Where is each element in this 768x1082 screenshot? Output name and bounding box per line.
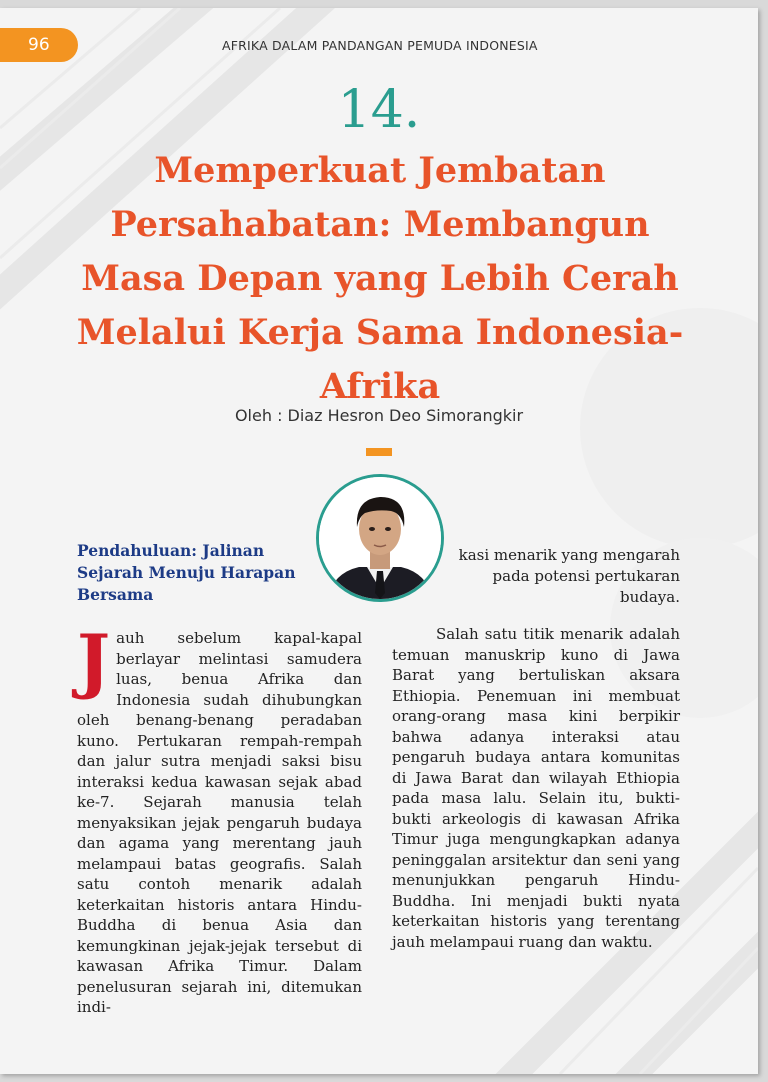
chapter-number: 14. — [337, 80, 421, 140]
section-heading: Pendahuluan: Jalinan Sejarah Menuju Harapan Bersama — [77, 541, 296, 604]
drop-cap: J — [77, 619, 111, 702]
running-header: AFRIKA DALAM PANDANGAN PEMUDA INDONESIA — [222, 38, 538, 53]
author-byline: Oleh : Diaz Hesron Deo Simorangkir — [234, 406, 524, 425]
right-column-continuation: kasi menarik yang mengarah pada potensi pertukaran budaya. — [458, 546, 680, 606]
book-page — [0, 8, 758, 1074]
left-column-text: auh sebelum kapal-kapal berlayar melintasi samudera luas, benua Afrika dan Indonesia sudah dihubungkan oleh benang-benang peradaban kuno. Pertukaran rempah-rempah dan jalur sutra menjadi saksi bisu interaksi kedua kawasan sejak abad ke-7. Sejarah manusia telah menyaksikan jejak pengaruh budaya dan agama yang merentang jauh melampaui batas geografis. Salah satu contoh menarik adalah keterkaitan historis antara Hindu-Buddha di benua Asia dan kemungkinan jejak-jejak tersebut di kawasan Afrika Timur. Dalam penelusuran sejarah ini, ditemukan indi- — [77, 629, 362, 1016]
left-column — [77, 619, 362, 1018]
right-column: Salah satu titik menarik adalah temuan manuskrip kuno di Jawa Barat yang bertuliskan aksara Ethiopia. Penemuan ini membuat orang-orang masa kini berpikir bahwa adanya interaksi atau pengaruh budaya antara komunitas di Jawa Barat dan wilayah Ethiopia pada masa lalu. Selain itu, bukti-bukti arkeologis di kawasan Afrika Timur juga mengungkapkan adanya peninggalan arsitektur dan seni yang menunjukkan pengaruh Hindu-Buddha. Ini menjadi bukti nyata keterkaitan historis yang terentang jauh melampaui ruang dan waktu. — [392, 625, 680, 951]
person-portrait-icon — [319, 477, 441, 599]
author-photo — [316, 474, 444, 602]
chapter-title: Memperkuat Jembatan Persahabatan: Membangun Masa Depan yang Lebih Cerah Melalui Kerja Sama Indonesia-Afrika — [76, 150, 684, 407]
accent-bar — [366, 448, 392, 456]
page-number-tab: 96 — [0, 28, 78, 62]
